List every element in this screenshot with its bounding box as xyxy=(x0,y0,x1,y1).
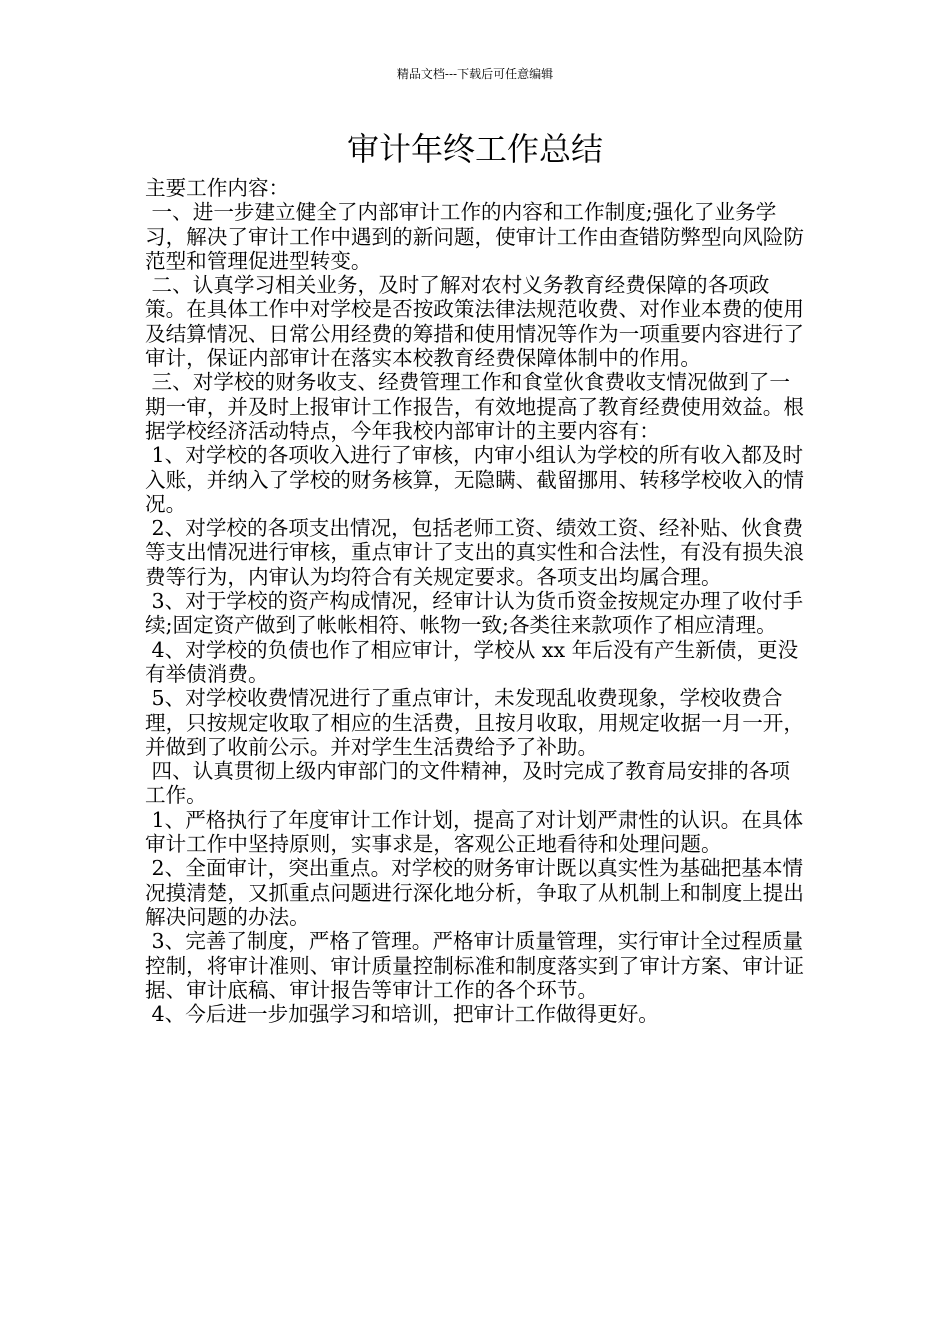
paragraph: 2、全面审计，突出重点。对学校的财务审计既以真实性为基础把基本情况摸清楚，又抓重点问题进行深化地分析，争取了从机制上和制度上提出解决问题的办法。 xyxy=(145,856,804,929)
paragraph: 3、对于学校的资产构成情况，经审计认为货币资金按规定办理了收付手续;固定资产做到了帐帐相符、帐物一致;各类往来款项作了相应清理。 xyxy=(145,589,804,638)
document-title: 审计年终工作总结 xyxy=(346,130,603,168)
paragraph: 四、认真贯彻上级内审部门的文件精神，及时完成了教育局安排的各项工作。 xyxy=(145,759,790,808)
document-body xyxy=(145,176,809,1026)
paragraph: 2、对学校的各项支出情况，包括老师工资、绩效工资、经补贴、伙食费等支出情况进行审核，重点审计了支出的真实性和合法性，有没有损失浪费等行为，内审认为均符合有关规定要求。各项支出均属合理。 xyxy=(145,516,804,589)
paragraph: 5、对学校收费情况进行了重点审计，未发现乱收费现象，学校收费合理，只按规定收取了相应的生活费，且按月收取，用规定收据一月一开，并做到了收前公示。并对学生生活费给予了补助。 xyxy=(145,686,804,759)
paragraph: 3、完善了制度，严格了管理。严格审计质量管理，实行审计全过程质量控制，将审计准则、审计质量控制标准和制度落实到了审计方案、审计证据、审计底稿、审计报告等审计工作的各个环节。 xyxy=(145,929,804,1002)
paragraph: 1、对学校的各项收入进行了审核，内审小组认为学校的所有收入都及时入账，并纳入了学校的财务核算，无隐瞒、截留挪用、转移学校收入的情况。 xyxy=(145,443,804,516)
paragraph: 4、今后进一步加强学习和培训，把审计工作做得更好。 xyxy=(145,1002,659,1027)
paragraph: 二、认真学习相关业务，及时了解对农村义务教育经费保障的各项政策。在具体工作中对学校是否按政策法律法规范收费、对作业本费的使用及结算情况、日常公用经费的筹措和使用情况等作为一项重要内容进行了审计，保证内部审计在落实本校教育经费保障体制中的作用。 xyxy=(145,273,804,371)
paragraph: 4、对学校的负债也作了相应审计，学校从 xx 年后没有产生新债，更没有举债消费。 xyxy=(145,637,799,686)
header-note: 精品文档---下载后可任意编辑 xyxy=(396,67,554,81)
paragraph: 1、严格执行了年度审计工作计划，提高了对计划严肃性的认识。在具体审计工作中坚持原则，实事求是，客观公正地看待和处理问题。 xyxy=(145,807,804,857)
paragraph: 一、进一步建立健全了内部审计工作的内容和工作制度;强化了业务学习，解决了审计工作中遇到的新问题，使审计工作由查错防弊型向风险防范型和管理促进型转变。 xyxy=(145,200,804,273)
section-heading: 主要工作内容： xyxy=(145,176,290,200)
paragraph: 三、对学校的财务收支、经费管理工作和食堂伙食费收支情况做到了一期一审，并及时上报审计工作报告，有效地提高了教育经费使用效益。根据学校经济活动特点，今年我校内部审计的主要内容有： xyxy=(145,370,804,443)
